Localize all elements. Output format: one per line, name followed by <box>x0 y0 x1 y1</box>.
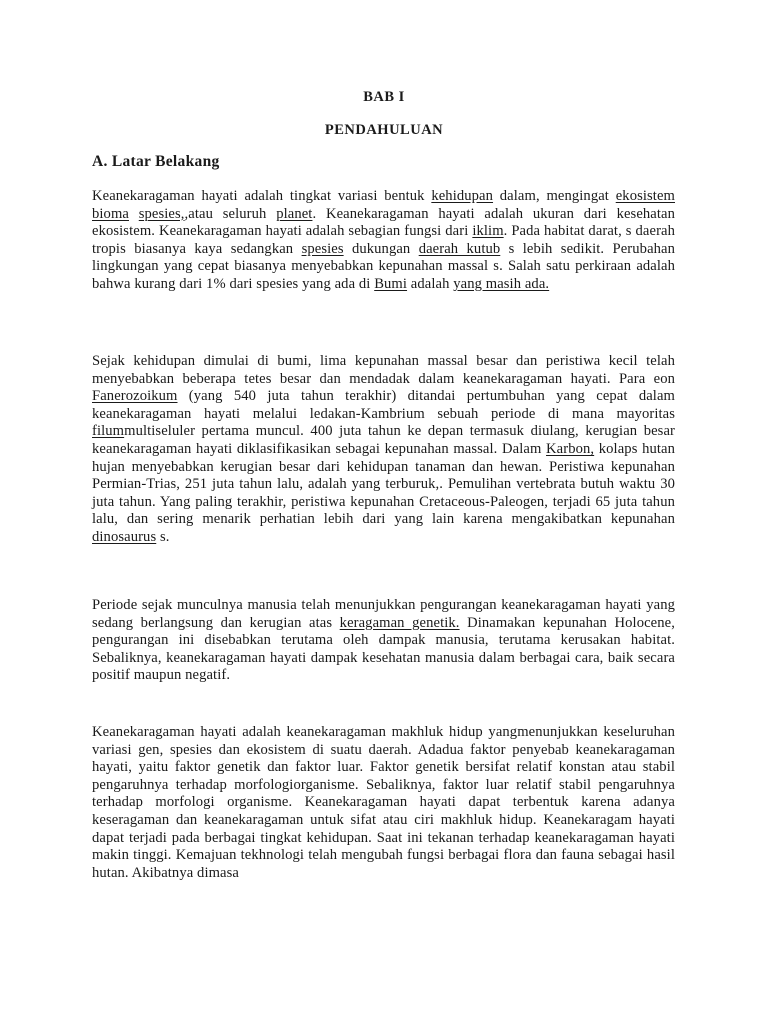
hyperlink[interactable]: dinosaurus <box>92 528 157 545</box>
paragraph-text: Periode sejak munculnya manusia telah menunjukkan pengurangan keanekaragaman hayati yang sedang berlangsung dan kerugian atas <box>92 597 675 631</box>
paragraph-text: . Keanekaragaman hayati adalah ukuran dari kesehatan ekosistem. Keanekaragaman hayati adalah sebagian fungsi dari <box>92 205 675 240</box>
paragraph-text: . Pada habitat darat, s daerah tropis biasanya kaya sedangkan <box>92 223 676 257</box>
paragraph-text: (yang 540 juta tahun terakhir) ditandai pertumbuhan yang cepat dalam keanekaragaman hayati melalui ledakan-Kambrium sebuah periode di mana mayoritas <box>92 388 675 422</box>
hyperlink[interactable]: spesies <box>301 240 344 257</box>
hyperlink[interactable]: bioma <box>92 205 129 222</box>
paragraph-text: Keanekaragaman hayati adalah keanekaragaman makhluk hidup yangmenunjukkan keseluruhan variasi gen, spesies dan ekosistem di suatu daerah. Adadua faktor penyebab keanekaragaman hayati, yaitu faktor genetik dan faktor luar. Faktor genetik bersifat relatif konstan atau stabil pengaruhnya terhadap morfologiorganisme. Sebaliknya, faktor luar relatif stabil pengaruhnya terhadap morfologi organisme. Keanekaragaman hayati dapat terbentuk karena adanya keseragaman dan keanekaragaman untuk sifat atau ciri makhluk hidup. Keanekaragam hayati dapat terjadi pada berbagai tingkat kehidupan. Saat ini tekanan terhadap keanekaragaman hayati makin tinggi. Kemajuan tekhnologi telah mengubah fungsi berbagai flora dan fauna sebagai hasil hutan. Akibatnya dimasa <box>92 724 675 881</box>
paragraph-text: dalam, mengingat <box>493 188 616 204</box>
hyperlink[interactable]: planet <box>276 205 313 222</box>
chapter-number: BAB I <box>363 89 405 105</box>
paragraph-text: Keanekaragaman hayati adalah tingkat variasi bentuk <box>92 188 432 204</box>
hyperlink[interactable]: Karbon, <box>546 440 595 457</box>
hyperlink[interactable]: keragaman genetik. <box>339 614 460 631</box>
paragraph-2 <box>92 353 675 547</box>
hyperlink[interactable]: yang masih ada. <box>453 275 550 292</box>
paragraph-text: adalah <box>407 275 454 292</box>
paragraph-text: s lebih sedikit. Perubahan lingkungan yang cepat biasanya menyebabkan kepunahan massal s. Salah satu perkiraan adalah bahwa kurang dari 1% dari spesies yang ada di <box>92 240 676 292</box>
paragraph-1 <box>92 188 675 294</box>
paragraph-text: ,atau seluruh <box>184 205 277 222</box>
paragraph-text: Dinamakan kepunahan Holocene, pengurangan ini disebabkan terutama oleh dampak manusia, terutama kerusakan habitat. Sebaliknya, keanekaragaman hayati dampak kesehatan manusia dalam berbagai cara, baik secara positif maupun negatif. <box>92 614 675 684</box>
hyperlink[interactable]: spesies, <box>138 205 185 222</box>
hyperlink[interactable]: Bumi <box>374 275 408 292</box>
chapter-title: PENDAHULUAN <box>324 122 444 138</box>
paragraph-text: multiseluler pertama muncul. 400 juta tahun ke depan termasuk diulang, kerugian besar keanekaragaman hayati diklasifikasikan sebagai kepunahan massal. Dalam <box>92 423 675 457</box>
hyperlink[interactable]: Fanerozoikum <box>92 388 178 405</box>
paragraph-4 <box>92 724 675 882</box>
paragraph-3 <box>92 597 675 685</box>
paragraph-text: dukungan <box>343 240 419 257</box>
paragraph-text: Sejak kehidupan dimulai di bumi, lima kepunahan massal besar dan peristiwa kecil telah menyebabkan beberapa tetes besar dan mendadak dalam keanekaragaman hayati. Para eon <box>92 353 675 387</box>
hyperlink[interactable]: filum <box>92 423 125 440</box>
hyperlink[interactable]: ekosistem <box>615 188 675 204</box>
hyperlink[interactable]: kehidupan <box>431 188 494 204</box>
paragraph-text: s. <box>156 528 170 545</box>
hyperlink[interactable]: daerah kutub <box>418 240 501 257</box>
hyperlink[interactable]: iklim <box>472 223 504 240</box>
paragraph-text: kolaps hutan hujan menyebabkan kerugian besar dari kehidupan tanaman dan hewan. Peristiwa kepunahan Permian-Trias, 251 juta tahun lalu, adalah yang terburuk,. Pemulihan vertebrata butuh waktu 30 juta tahun. Yang paling terakhir, peristiwa kepunahan Cretaceous-Paleogen, terjadi 65 juta tahun lalu, dan sering menarik perhatian lebih dari yang lain karena mengakibatkan kepunahan <box>92 440 676 528</box>
section-heading: A. Latar Belakang <box>92 153 220 170</box>
paragraph-text <box>129 206 139 222</box>
